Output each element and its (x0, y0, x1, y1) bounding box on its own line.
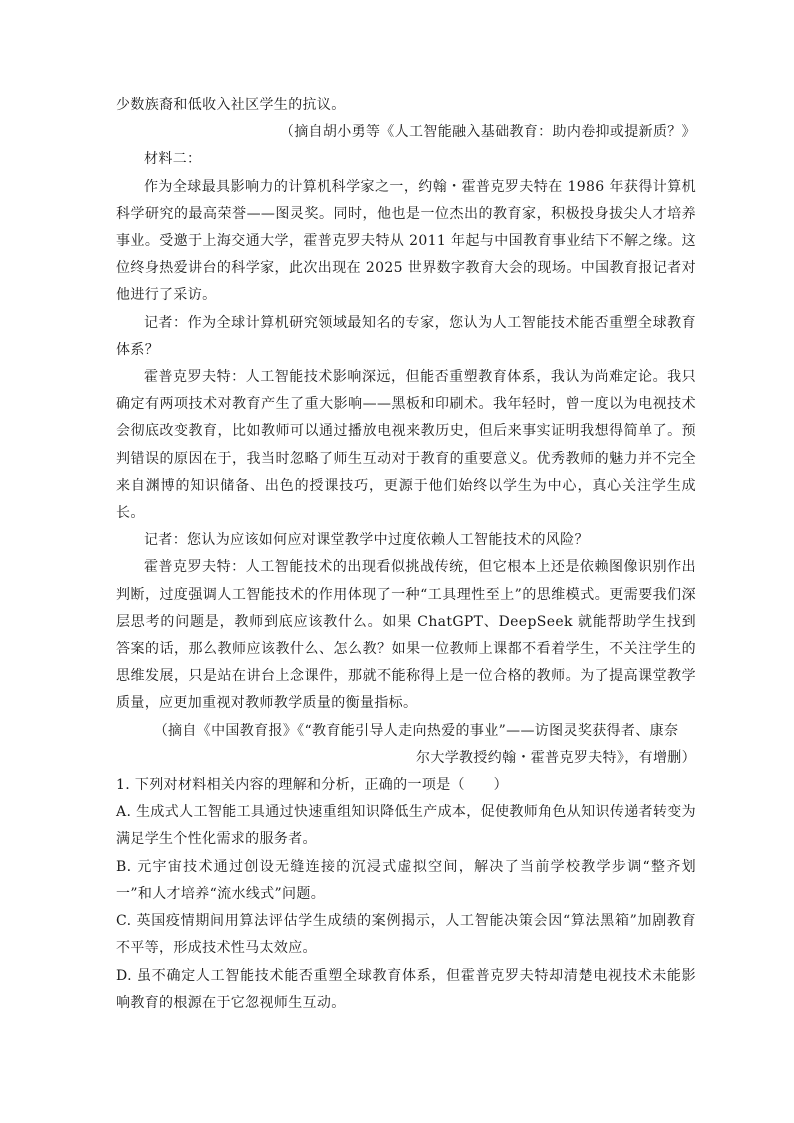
question-1-option-a: A. 生成式人工智能工具通过快速重组知识降低生产成本，促使教师角色从知识传递者转变为满足学生个性化需求的服务者。 (116, 804, 696, 848)
source-citation-1: （摘自胡小勇等《人工智能融入基础教育：助内卷抑或提新质？》 (279, 124, 696, 141)
question-1-option-c: C. 英国疫情期间用算法评估学生成绩的案例揭示，人工智能决策会因“算法黑箱”加剧教育不平等，形成技术性马太效应。 (116, 913, 696, 957)
source-citation-2-line1: （摘自《中国教育报》《“教育能引导人走向热爱的事业”——访图灵奖获得者、康奈 (153, 722, 679, 739)
section-heading-material-2: 材料二： (144, 151, 202, 168)
document-page (116, 92, 696, 1017)
paragraph-reporter-q2: 记者：您认为应该如何应对课堂教学中过度依赖人工智能技术的风险？ (144, 532, 589, 549)
question-1-option-b: B. 元宇宙技术通过创设无缝连接的沉浸式虚拟空间，解决了当前学校教学步调“整齐划一”和人才培养“流水线式”问题。 (116, 858, 696, 902)
paragraph-answer-2: 霍普克罗夫特：人工智能技术的出现看似挑战传统，但它根本上还是依赖图像识别作出判断，过度强调人工智能技术的作用体现了一种“工具理性至上”的思维模式。更需要我们深层思考的问题是，教师到底应该教什么。如果 ChatGPT、DeepSeek 就能帮助学生找到答案的话，那么教师应该教什么、怎么教？如果一位教师上课都不看着学生，不关注学生的思维发展，只是站在讲台上念课件，那就不能称得上是一位合格的教师。为了提高课堂教学质量，应更加重视对教师教学质量的衡量指标。 (116, 559, 696, 712)
paragraph-answer-1: 霍普克罗夫特：人工智能技术影响深远，但能否重塑教育体系，我认为尚难定论。我只确定有两项技术对教育产生了重大影响——黑板和印刷术。我年轻时，曾一度以为电视技术会彻底改变教育，比如教师可以通过播放电视来教历史，但后来事实证明我想得简单了。预判错误的原因在于，我当时忽略了师生互动对于教育的重要意义。优秀教师的魅力并不完全来自渊博的知识储备、出色的授课技巧，更源于他们始终以学生为中心，真心关注学生成长。 (116, 369, 696, 522)
question-1-stem: 1. 下列对材料相关内容的理解和分析，正确的一项是（ ） (116, 777, 508, 794)
source-citation-2-line2: 尔大学教授约翰・霍普克罗夫特》，有增删） (416, 749, 696, 766)
paragraph-continuation: 少数族裔和低收入社区学生的抗议。 (116, 97, 346, 113)
question-1-option-d: D. 虽不确定人工智能技术能否重塑全球教育体系，但霍普克罗夫特却清楚电视技术未能影响教育的根源在于它忽视师生互动。 (116, 967, 696, 1011)
paragraph-intro: 作为全球最具影响力的计算机科学家之一，约翰・霍普克罗夫特在 1986 年获得计算机科学研究的最高荣誉——图灵奖。同时，他也是一位杰出的教育家，积极投身拔尖人才培养事业。受邀于上海交通大学，霍普克罗夫特从 2011 年起与中国教育事业结下不解之缘。这位终身热爱讲台的科学家，此次出现在 2025 世界数字教育大会的现场。中国教育报记者对他进行了采访。 (116, 178, 696, 304)
paragraph-reporter-q1: 记者：作为全球计算机研究领域最知名的专家，您认为人工智能技术能否重塑全球教育体系？ (116, 314, 696, 358)
